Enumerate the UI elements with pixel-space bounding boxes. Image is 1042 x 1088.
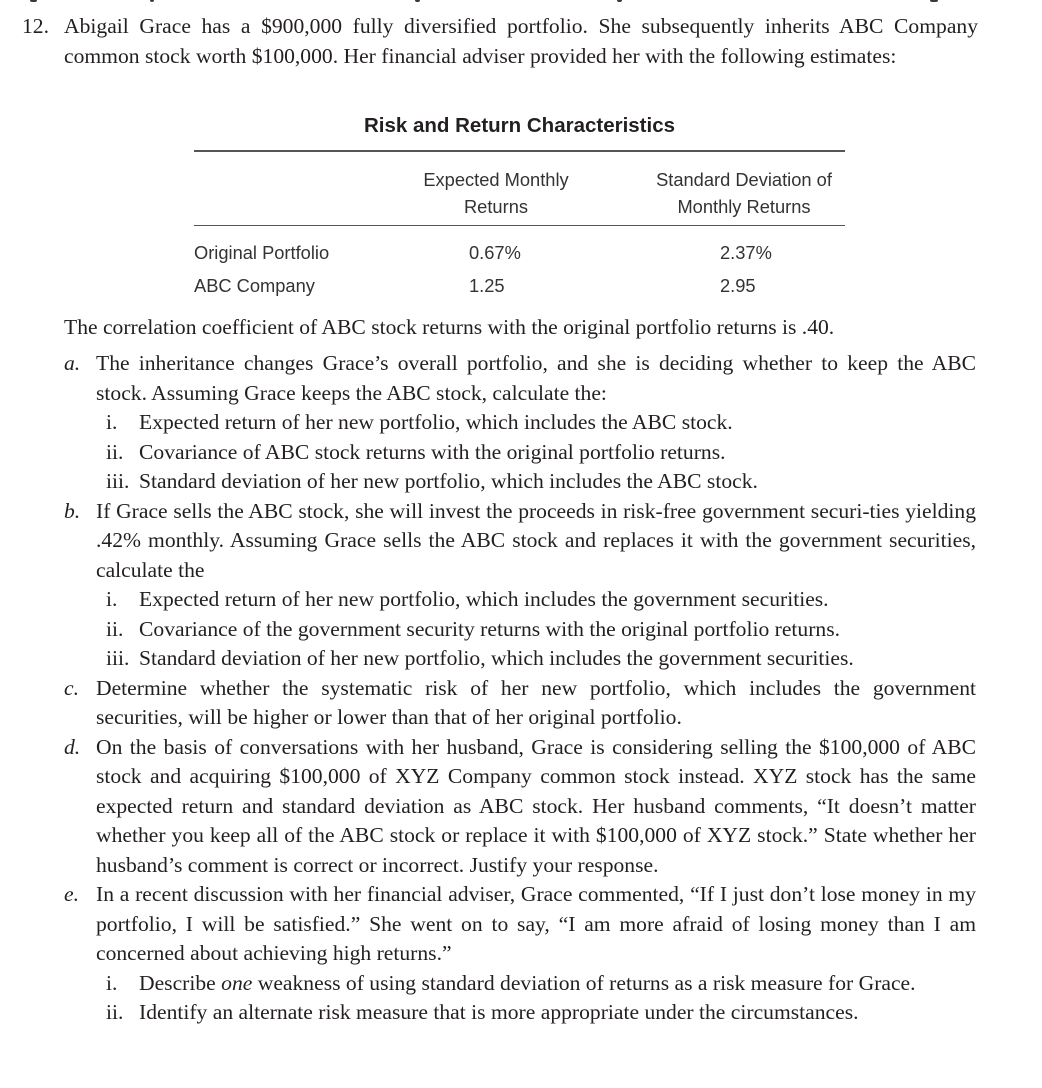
part-text: Determine whether the systematic risk of her new portfolio, which includes the government securities, will be higher or lower than that of her original portfolio. xyxy=(96,675,976,729)
part-text: The inheritance changes Grace’s overall portfolio, and she is deciding whether to keep the ABC stock. Assuming Grace keeps the ABC stock, calculate the: xyxy=(96,351,976,405)
row-label: Original Portfolio xyxy=(194,242,330,263)
part-b-sub-ii: ii. Covariance of the government security returns with the original portfolio returns. xyxy=(106,616,840,641)
std-dev-value: 2.95 xyxy=(720,275,756,296)
part-b xyxy=(64,497,976,586)
part-text: In a recent discussion with her financial adviser, Grace commented, “If I just don’t lose money in my portfolio, I will be satisfied.” She went on to say, “I am more afraid of losing money than I am concerned about achieving high returns.” xyxy=(96,882,976,965)
part-letter: b. xyxy=(64,498,81,523)
table-row xyxy=(194,239,845,267)
part-a-sub-i: i. Expected return of her new portfolio, which includes the ABC stock. xyxy=(106,410,733,434)
question-parts xyxy=(64,349,976,1028)
previous-page-clip xyxy=(0,0,1042,4)
part-text: If Grace sells the ABC stock, she will invest the proceeds in risk-free government securi-ties yielding .42% monthly. Assuming Grace sells the ABC stock and replaces it with the government securities, calculate the xyxy=(96,498,976,582)
part-e xyxy=(64,880,976,969)
part-letter: a. xyxy=(64,351,81,375)
part-a-sub-ii: ii. Covariance of ABC stock returns with the original portfolio returns. xyxy=(106,439,726,464)
part-a-sub-iii: iii. Standard deviation of her new portfolio, which includes the ABC stock. xyxy=(106,469,758,493)
expected-return-value: 1.25 xyxy=(469,275,505,296)
part-a xyxy=(64,349,976,408)
column-header-std-dev: Standard Deviation of Monthly Returns xyxy=(656,169,832,217)
part-b-sub-iii: iii. Standard deviation of her new portfolio, which includes the government securities. xyxy=(106,646,854,670)
part-letter: e. xyxy=(64,882,79,906)
part-b-sub-i: i. Expected return of her new portfolio, which includes the government securities. xyxy=(106,587,829,611)
part-d xyxy=(64,733,976,881)
row-label: ABC Company xyxy=(194,275,315,296)
part-text: On the basis of conversations with her husband, Grace is considering selling the $100,000 of ABC stock and acquiring $100,000 of XYZ Company common stock instead. XYZ stock has the same expected return and standard deviation as ABC stock. Her husband comments, “It doesn’t matter whether you keep all of the ABC stock or replace it with $100,000 of XYZ stock.” State whether her husband’s comment is correct or incorrect. Justify your response. xyxy=(96,734,976,877)
table-title: Risk and Return Characteristics xyxy=(363,114,676,137)
problem-number: 12. xyxy=(22,14,49,38)
part-c xyxy=(64,674,976,733)
part-e-sub-i: i. Describe one weakness of using standard deviation of returns as a risk measure for Grace. xyxy=(106,970,916,995)
problem-intro: Abigail Grace has a $900,000 fully diversified portfolio. She subsequently inherits ABC Company common stock worth $100,000. Her financial adviser provided her with the following estimates: xyxy=(64,14,978,68)
part-letter: c. xyxy=(64,675,79,700)
table-header-rule xyxy=(194,225,845,226)
expected-return-value: 0.67% xyxy=(469,242,521,263)
column-header-expected-return: Expected Monthly Returns xyxy=(423,169,569,217)
table-row xyxy=(194,272,845,300)
table-top-rule xyxy=(194,150,845,152)
part-e-sub-ii: ii. Identify an alternate risk measure that is more appropriate under the circumstances. xyxy=(106,1000,859,1024)
part-letter: d. xyxy=(64,734,81,759)
problem-12 xyxy=(22,12,978,71)
std-dev-value: 2.37% xyxy=(720,242,772,263)
correlation-statement: The correlation coefficient of ABC stock returns with the original portfolio returns is .40. xyxy=(64,315,835,339)
